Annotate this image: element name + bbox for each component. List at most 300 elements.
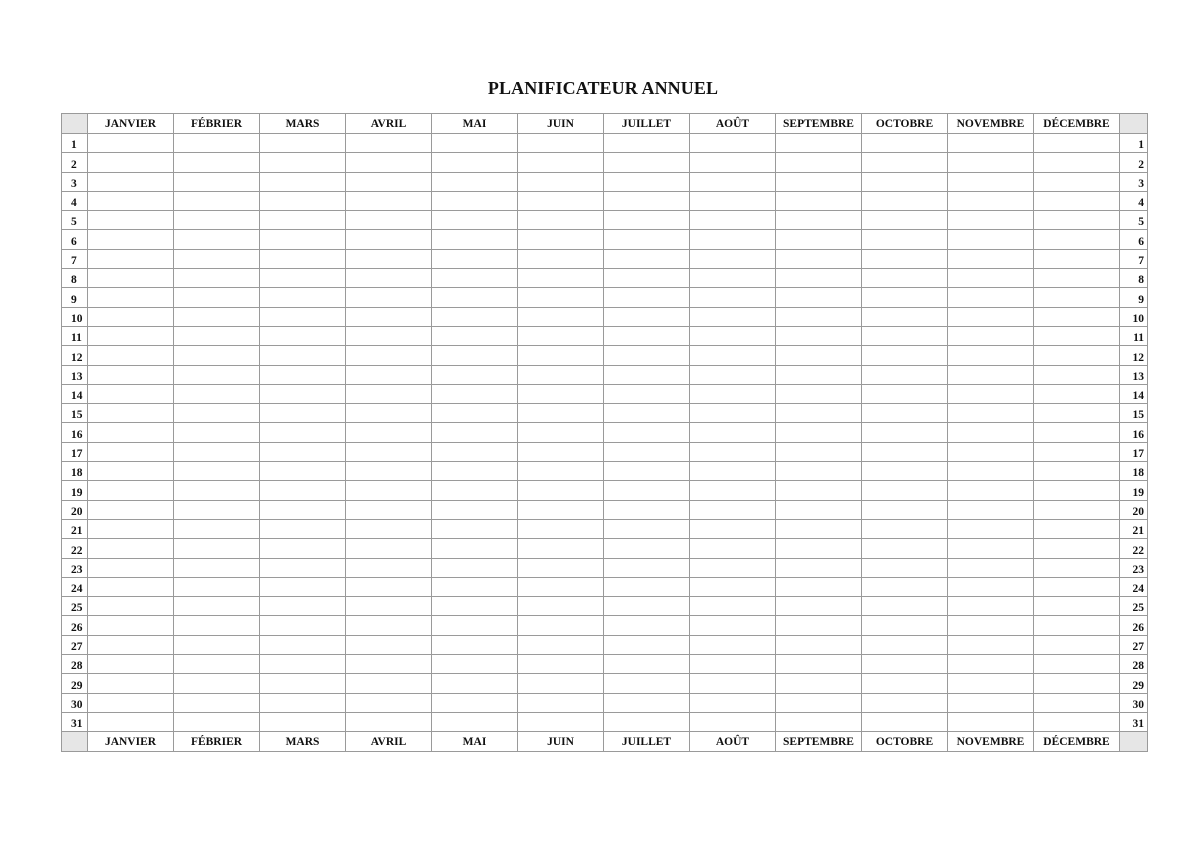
planner-cell[interactable] — [776, 539, 862, 558]
planner-cell[interactable] — [88, 635, 174, 654]
planner-cell[interactable] — [1034, 404, 1120, 423]
planner-cell[interactable] — [776, 384, 862, 403]
planner-cell[interactable] — [1034, 191, 1120, 210]
planner-cell[interactable] — [604, 616, 690, 635]
planner-cell[interactable] — [346, 693, 432, 712]
planner-cell[interactable] — [260, 153, 346, 172]
planner-cell[interactable] — [862, 134, 948, 153]
planner-cell[interactable] — [862, 365, 948, 384]
planner-cell[interactable] — [432, 134, 518, 153]
planner-cell[interactable] — [862, 693, 948, 712]
planner-cell[interactable] — [948, 539, 1034, 558]
planner-cell[interactable] — [432, 500, 518, 519]
planner-cell[interactable] — [776, 307, 862, 326]
planner-cell[interactable] — [174, 191, 260, 210]
planner-cell[interactable] — [604, 577, 690, 596]
planner-cell[interactable] — [862, 712, 948, 731]
planner-cell[interactable] — [346, 539, 432, 558]
planner-cell[interactable] — [518, 539, 604, 558]
planner-cell[interactable] — [260, 404, 346, 423]
planner-cell[interactable] — [862, 635, 948, 654]
planner-cell[interactable] — [88, 462, 174, 481]
planner-cell[interactable] — [346, 269, 432, 288]
planner-cell[interactable] — [604, 172, 690, 191]
planner-cell[interactable] — [604, 211, 690, 230]
planner-cell[interactable] — [88, 500, 174, 519]
planner-cell[interactable] — [690, 326, 776, 345]
planner-cell[interactable] — [862, 616, 948, 635]
planner-cell[interactable] — [174, 269, 260, 288]
planner-cell[interactable] — [432, 442, 518, 461]
planner-cell[interactable] — [518, 211, 604, 230]
planner-cell[interactable] — [174, 597, 260, 616]
planner-cell[interactable] — [604, 134, 690, 153]
planner-cell[interactable] — [346, 326, 432, 345]
planner-cell[interactable] — [776, 172, 862, 191]
planner-cell[interactable] — [776, 674, 862, 693]
planner-cell[interactable] — [690, 462, 776, 481]
planner-cell[interactable] — [346, 635, 432, 654]
planner-cell[interactable] — [346, 577, 432, 596]
planner-cell[interactable] — [862, 172, 948, 191]
planner-cell[interactable] — [948, 655, 1034, 674]
planner-cell[interactable] — [260, 134, 346, 153]
planner-cell[interactable] — [948, 442, 1034, 461]
planner-cell[interactable] — [432, 655, 518, 674]
planner-cell[interactable] — [260, 481, 346, 500]
planner-cell[interactable] — [776, 481, 862, 500]
planner-cell[interactable] — [690, 423, 776, 442]
planner-cell[interactable] — [690, 365, 776, 384]
planner-cell[interactable] — [174, 481, 260, 500]
planner-cell[interactable] — [260, 712, 346, 731]
planner-cell[interactable] — [690, 616, 776, 635]
planner-cell[interactable] — [518, 481, 604, 500]
planner-cell[interactable] — [690, 211, 776, 230]
planner-cell[interactable] — [88, 539, 174, 558]
planner-cell[interactable] — [948, 326, 1034, 345]
planner-cell[interactable] — [260, 674, 346, 693]
planner-cell[interactable] — [346, 153, 432, 172]
planner-cell[interactable] — [1034, 655, 1120, 674]
planner-cell[interactable] — [432, 712, 518, 731]
planner-cell[interactable] — [1034, 500, 1120, 519]
planner-cell[interactable] — [260, 269, 346, 288]
planner-cell[interactable] — [604, 635, 690, 654]
planner-cell[interactable] — [690, 442, 776, 461]
planner-cell[interactable] — [346, 211, 432, 230]
planner-cell[interactable] — [518, 500, 604, 519]
planner-cell[interactable] — [1034, 635, 1120, 654]
planner-cell[interactable] — [432, 577, 518, 596]
planner-cell[interactable] — [346, 500, 432, 519]
planner-cell[interactable] — [1034, 674, 1120, 693]
planner-cell[interactable] — [346, 288, 432, 307]
planner-cell[interactable] — [88, 153, 174, 172]
planner-cell[interactable] — [776, 346, 862, 365]
planner-cell[interactable] — [88, 481, 174, 500]
planner-cell[interactable] — [174, 230, 260, 249]
planner-cell[interactable] — [776, 693, 862, 712]
planner-cell[interactable] — [948, 616, 1034, 635]
planner-cell[interactable] — [260, 211, 346, 230]
planner-cell[interactable] — [1034, 307, 1120, 326]
planner-cell[interactable] — [690, 519, 776, 538]
planner-cell[interactable] — [604, 558, 690, 577]
planner-cell[interactable] — [518, 404, 604, 423]
planner-cell[interactable] — [518, 674, 604, 693]
planner-cell[interactable] — [690, 404, 776, 423]
planner-cell[interactable] — [862, 655, 948, 674]
planner-cell[interactable] — [690, 307, 776, 326]
planner-cell[interactable] — [174, 365, 260, 384]
planner-cell[interactable] — [518, 365, 604, 384]
planner-cell[interactable] — [174, 172, 260, 191]
planner-cell[interactable] — [1034, 249, 1120, 268]
planner-cell[interactable] — [776, 230, 862, 249]
planner-cell[interactable] — [1034, 365, 1120, 384]
planner-cell[interactable] — [174, 404, 260, 423]
planner-cell[interactable] — [260, 577, 346, 596]
planner-cell[interactable] — [260, 288, 346, 307]
planner-cell[interactable] — [862, 481, 948, 500]
planner-cell[interactable] — [776, 153, 862, 172]
planner-cell[interactable] — [604, 153, 690, 172]
planner-cell[interactable] — [862, 346, 948, 365]
planner-cell[interactable] — [604, 539, 690, 558]
planner-cell[interactable] — [1034, 230, 1120, 249]
planner-cell[interactable] — [948, 211, 1034, 230]
planner-cell[interactable] — [88, 404, 174, 423]
planner-cell[interactable] — [432, 211, 518, 230]
planner-cell[interactable] — [432, 404, 518, 423]
planner-cell[interactable] — [948, 365, 1034, 384]
planner-cell[interactable] — [260, 597, 346, 616]
planner-cell[interactable] — [88, 423, 174, 442]
planner-cell[interactable] — [88, 172, 174, 191]
planner-cell[interactable] — [1034, 442, 1120, 461]
planner-cell[interactable] — [518, 558, 604, 577]
planner-cell[interactable] — [1034, 519, 1120, 538]
planner-cell[interactable] — [432, 539, 518, 558]
planner-cell[interactable] — [88, 269, 174, 288]
planner-cell[interactable] — [948, 134, 1034, 153]
planner-cell[interactable] — [1034, 616, 1120, 635]
planner-cell[interactable] — [174, 326, 260, 345]
planner-cell[interactable] — [948, 404, 1034, 423]
planner-cell[interactable] — [432, 288, 518, 307]
planner-cell[interactable] — [346, 172, 432, 191]
planner-cell[interactable] — [690, 249, 776, 268]
planner-cell[interactable] — [690, 230, 776, 249]
planner-cell[interactable] — [260, 191, 346, 210]
planner-cell[interactable] — [88, 384, 174, 403]
planner-cell[interactable] — [690, 500, 776, 519]
planner-cell[interactable] — [776, 211, 862, 230]
planner-cell[interactable] — [518, 597, 604, 616]
planner-cell[interactable] — [604, 346, 690, 365]
planner-cell[interactable] — [776, 635, 862, 654]
planner-cell[interactable] — [88, 134, 174, 153]
planner-cell[interactable] — [88, 655, 174, 674]
planner-cell[interactable] — [776, 404, 862, 423]
planner-cell[interactable] — [174, 288, 260, 307]
planner-cell[interactable] — [690, 269, 776, 288]
planner-cell[interactable] — [690, 577, 776, 596]
planner-cell[interactable] — [948, 500, 1034, 519]
planner-cell[interactable] — [1034, 558, 1120, 577]
planner-cell[interactable] — [690, 674, 776, 693]
planner-cell[interactable] — [862, 404, 948, 423]
planner-cell[interactable] — [174, 635, 260, 654]
planner-cell[interactable] — [604, 249, 690, 268]
planner-cell[interactable] — [776, 191, 862, 210]
planner-cell[interactable] — [1034, 211, 1120, 230]
planner-cell[interactable] — [346, 230, 432, 249]
planner-cell[interactable] — [604, 191, 690, 210]
planner-cell[interactable] — [604, 674, 690, 693]
planner-cell[interactable] — [948, 693, 1034, 712]
planner-cell[interactable] — [432, 365, 518, 384]
planner-cell[interactable] — [604, 693, 690, 712]
planner-cell[interactable] — [346, 365, 432, 384]
planner-cell[interactable] — [862, 288, 948, 307]
planner-cell[interactable] — [604, 481, 690, 500]
planner-cell[interactable] — [1034, 153, 1120, 172]
planner-cell[interactable] — [862, 597, 948, 616]
planner-cell[interactable] — [604, 462, 690, 481]
planner-cell[interactable] — [948, 423, 1034, 442]
planner-cell[interactable] — [690, 558, 776, 577]
planner-cell[interactable] — [690, 191, 776, 210]
planner-cell[interactable] — [346, 655, 432, 674]
planner-cell[interactable] — [518, 230, 604, 249]
planner-cell[interactable] — [776, 134, 862, 153]
planner-cell[interactable] — [88, 558, 174, 577]
planner-cell[interactable] — [432, 597, 518, 616]
planner-cell[interactable] — [346, 191, 432, 210]
planner-cell[interactable] — [518, 462, 604, 481]
planner-cell[interactable] — [432, 307, 518, 326]
planner-cell[interactable] — [1034, 712, 1120, 731]
planner-cell[interactable] — [518, 346, 604, 365]
planner-cell[interactable] — [1034, 423, 1120, 442]
planner-cell[interactable] — [260, 172, 346, 191]
planner-cell[interactable] — [346, 712, 432, 731]
planner-cell[interactable] — [174, 500, 260, 519]
planner-cell[interactable] — [174, 674, 260, 693]
planner-cell[interactable] — [862, 423, 948, 442]
planner-cell[interactable] — [776, 712, 862, 731]
planner-cell[interactable] — [518, 693, 604, 712]
planner-cell[interactable] — [432, 635, 518, 654]
planner-cell[interactable] — [604, 326, 690, 345]
planner-cell[interactable] — [518, 384, 604, 403]
planner-cell[interactable] — [604, 365, 690, 384]
planner-cell[interactable] — [948, 172, 1034, 191]
planner-cell[interactable] — [88, 616, 174, 635]
planner-cell[interactable] — [174, 462, 260, 481]
planner-cell[interactable] — [260, 462, 346, 481]
planner-cell[interactable] — [690, 539, 776, 558]
planner-cell[interactable] — [518, 307, 604, 326]
planner-cell[interactable] — [432, 230, 518, 249]
planner-cell[interactable] — [948, 558, 1034, 577]
planner-cell[interactable] — [1034, 346, 1120, 365]
planner-cell[interactable] — [1034, 172, 1120, 191]
planner-cell[interactable] — [260, 500, 346, 519]
planner-cell[interactable] — [604, 230, 690, 249]
planner-cell[interactable] — [862, 269, 948, 288]
planner-cell[interactable] — [174, 211, 260, 230]
planner-cell[interactable] — [776, 597, 862, 616]
planner-cell[interactable] — [174, 655, 260, 674]
planner-cell[interactable] — [948, 481, 1034, 500]
planner-cell[interactable] — [174, 346, 260, 365]
planner-cell[interactable] — [88, 577, 174, 596]
planner-cell[interactable] — [518, 326, 604, 345]
planner-cell[interactable] — [1034, 134, 1120, 153]
planner-cell[interactable] — [88, 346, 174, 365]
planner-cell[interactable] — [1034, 326, 1120, 345]
planner-cell[interactable] — [1034, 481, 1120, 500]
planner-cell[interactable] — [346, 519, 432, 538]
planner-cell[interactable] — [432, 249, 518, 268]
planner-cell[interactable] — [432, 423, 518, 442]
planner-cell[interactable] — [948, 288, 1034, 307]
planner-cell[interactable] — [948, 384, 1034, 403]
planner-cell[interactable] — [260, 616, 346, 635]
planner-cell[interactable] — [604, 307, 690, 326]
planner-cell[interactable] — [862, 442, 948, 461]
planner-cell[interactable] — [174, 249, 260, 268]
planner-cell[interactable] — [518, 655, 604, 674]
planner-cell[interactable] — [174, 423, 260, 442]
planner-cell[interactable] — [862, 384, 948, 403]
planner-cell[interactable] — [948, 230, 1034, 249]
planner-cell[interactable] — [862, 153, 948, 172]
planner-cell[interactable] — [346, 597, 432, 616]
planner-cell[interactable] — [260, 442, 346, 461]
planner-cell[interactable] — [88, 211, 174, 230]
planner-cell[interactable] — [862, 307, 948, 326]
planner-cell[interactable] — [260, 635, 346, 654]
planner-cell[interactable] — [604, 655, 690, 674]
planner-cell[interactable] — [948, 307, 1034, 326]
planner-cell[interactable] — [346, 558, 432, 577]
planner-cell[interactable] — [346, 249, 432, 268]
planner-cell[interactable] — [518, 577, 604, 596]
planner-cell[interactable] — [432, 558, 518, 577]
planner-cell[interactable] — [518, 423, 604, 442]
planner-cell[interactable] — [948, 635, 1034, 654]
planner-cell[interactable] — [604, 288, 690, 307]
planner-cell[interactable] — [948, 249, 1034, 268]
planner-cell[interactable] — [260, 384, 346, 403]
planner-cell[interactable] — [690, 481, 776, 500]
planner-cell[interactable] — [432, 481, 518, 500]
planner-cell[interactable] — [88, 288, 174, 307]
planner-cell[interactable] — [604, 712, 690, 731]
planner-cell[interactable] — [260, 365, 346, 384]
planner-cell[interactable] — [776, 500, 862, 519]
planner-cell[interactable] — [862, 191, 948, 210]
planner-cell[interactable] — [174, 577, 260, 596]
planner-cell[interactable] — [346, 384, 432, 403]
planner-cell[interactable] — [88, 191, 174, 210]
planner-cell[interactable] — [174, 558, 260, 577]
planner-cell[interactable] — [776, 326, 862, 345]
planner-cell[interactable] — [862, 674, 948, 693]
planner-cell[interactable] — [260, 519, 346, 538]
planner-cell[interactable] — [260, 346, 346, 365]
planner-cell[interactable] — [88, 307, 174, 326]
planner-cell[interactable] — [776, 365, 862, 384]
planner-cell[interactable] — [88, 326, 174, 345]
planner-cell[interactable] — [862, 558, 948, 577]
planner-cell[interactable] — [690, 172, 776, 191]
planner-cell[interactable] — [88, 442, 174, 461]
planner-cell[interactable] — [776, 442, 862, 461]
planner-cell[interactable] — [346, 674, 432, 693]
planner-cell[interactable] — [346, 616, 432, 635]
planner-cell[interactable] — [862, 326, 948, 345]
planner-cell[interactable] — [948, 519, 1034, 538]
planner-cell[interactable] — [776, 519, 862, 538]
planner-cell[interactable] — [88, 365, 174, 384]
planner-cell[interactable] — [1034, 597, 1120, 616]
planner-cell[interactable] — [1034, 539, 1120, 558]
planner-cell[interactable] — [174, 519, 260, 538]
planner-cell[interactable] — [862, 230, 948, 249]
planner-cell[interactable] — [604, 269, 690, 288]
planner-cell[interactable] — [260, 655, 346, 674]
planner-cell[interactable] — [690, 134, 776, 153]
planner-cell[interactable] — [518, 712, 604, 731]
planner-cell[interactable] — [260, 326, 346, 345]
planner-cell[interactable] — [174, 712, 260, 731]
planner-cell[interactable] — [432, 674, 518, 693]
planner-cell[interactable] — [518, 442, 604, 461]
planner-cell[interactable] — [518, 635, 604, 654]
planner-cell[interactable] — [776, 462, 862, 481]
planner-cell[interactable] — [690, 346, 776, 365]
planner-cell[interactable] — [346, 134, 432, 153]
planner-cell[interactable] — [260, 558, 346, 577]
planner-cell[interactable] — [346, 423, 432, 442]
planner-cell[interactable] — [432, 616, 518, 635]
planner-cell[interactable] — [518, 249, 604, 268]
planner-cell[interactable] — [690, 384, 776, 403]
planner-cell[interactable] — [432, 519, 518, 538]
planner-cell[interactable] — [518, 191, 604, 210]
planner-cell[interactable] — [862, 249, 948, 268]
planner-cell[interactable] — [948, 674, 1034, 693]
planner-cell[interactable] — [518, 172, 604, 191]
planner-cell[interactable] — [948, 153, 1034, 172]
planner-cell[interactable] — [690, 655, 776, 674]
planner-cell[interactable] — [88, 712, 174, 731]
planner-cell[interactable] — [604, 404, 690, 423]
planner-cell[interactable] — [948, 597, 1034, 616]
planner-cell[interactable] — [776, 558, 862, 577]
planner-cell[interactable] — [174, 153, 260, 172]
planner-cell[interactable] — [88, 693, 174, 712]
planner-cell[interactable] — [776, 616, 862, 635]
planner-cell[interactable] — [1034, 269, 1120, 288]
planner-cell[interactable] — [604, 442, 690, 461]
planner-cell[interactable] — [518, 288, 604, 307]
